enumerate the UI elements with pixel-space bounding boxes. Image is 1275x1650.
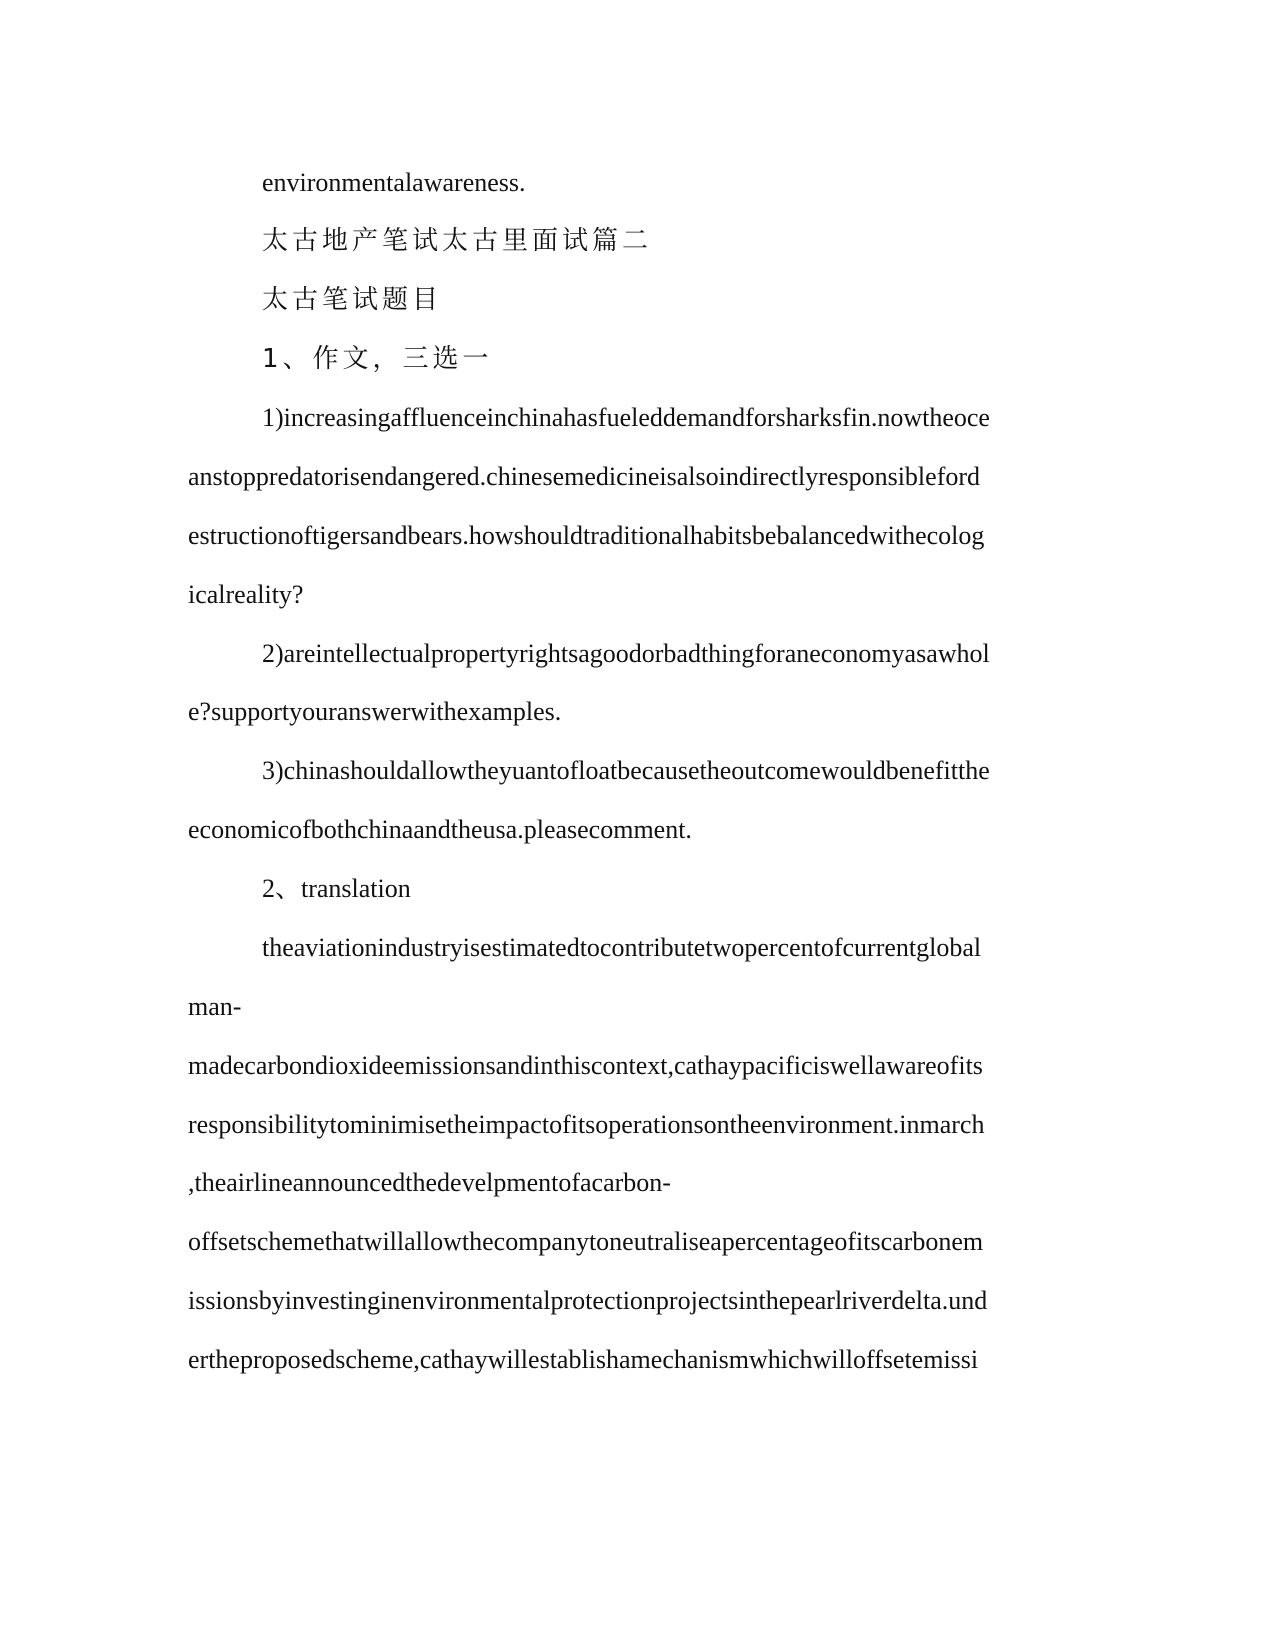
essay-option-3-line-1: 3)chinashouldallowtheyuantofloatbecausetheoutcomewouldbenefitthe bbox=[262, 756, 990, 785]
translation-paragraph-line-4: responsibilitytominimisetheimpactofitsoperationsontheenvironment.inmarch bbox=[188, 1110, 985, 1139]
section-essay-heading: 1、作文，三选一 bbox=[262, 344, 493, 374]
essay-option-2-line-1: 2)areintellectualpropertyrightsagoodorbadthingforaneconomyasawhol bbox=[262, 639, 990, 668]
translation-paragraph-line-5: ,theairlineannouncedthedevelpmentofacarbon- bbox=[188, 1168, 671, 1197]
translation-paragraph-line-2: man- bbox=[188, 992, 242, 1021]
essay-option-1-line-1: 1)increasingaffluenceinchinahasfueleddemandforsharksfin.nowtheoce bbox=[262, 403, 990, 432]
translation-paragraph-line-3: madecarbondioxideemissionsandinthiscontext,cathaypacificiswellawareofits bbox=[188, 1051, 983, 1080]
translation-paragraph-line-6: offsetschemethatwillallowthecompanytoneutraliseapercentageofitscarbonem bbox=[188, 1227, 984, 1256]
essay-option-2-line-2: e?supportyouranswerwithexamples. bbox=[188, 697, 562, 726]
essay-option-1-line-2: anstoppredatorisendangered.chinesemedicineisalsoindirectlyresponsibleford bbox=[188, 462, 981, 491]
translation-paragraph-line-8: ertheproposedscheme,cathaywillestablishamechanismwhichwilloffsetemissi bbox=[188, 1345, 979, 1374]
translation-paragraph-line-1: theaviationindustryisestimatedtocontributetwopercentofcurrentglobal bbox=[262, 933, 982, 962]
essay-option-1-line-3: estructionoftigersandbears.howshouldtraditionalhabitsbebalancedwithecolog bbox=[188, 521, 985, 550]
essay-option-3-line-2: economicofbothchinaandtheusa.pleasecomment. bbox=[188, 815, 692, 844]
heading-swire-exam-questions: 太古笔试题目 bbox=[262, 285, 443, 315]
essay-option-1-line-4: icalreality? bbox=[188, 580, 304, 609]
section-translation-heading: 2、translation bbox=[262, 874, 411, 903]
text-line-environmental-awareness: environmentalawareness. bbox=[262, 168, 526, 197]
heading-swire-exam-part-two: 太古地产笔试太古里面试篇二 bbox=[262, 226, 653, 256]
translation-paragraph-line-7: issionsbyinvestinginenvironmentalprotectionprojectsinthepearlriverdelta.und bbox=[188, 1286, 988, 1315]
